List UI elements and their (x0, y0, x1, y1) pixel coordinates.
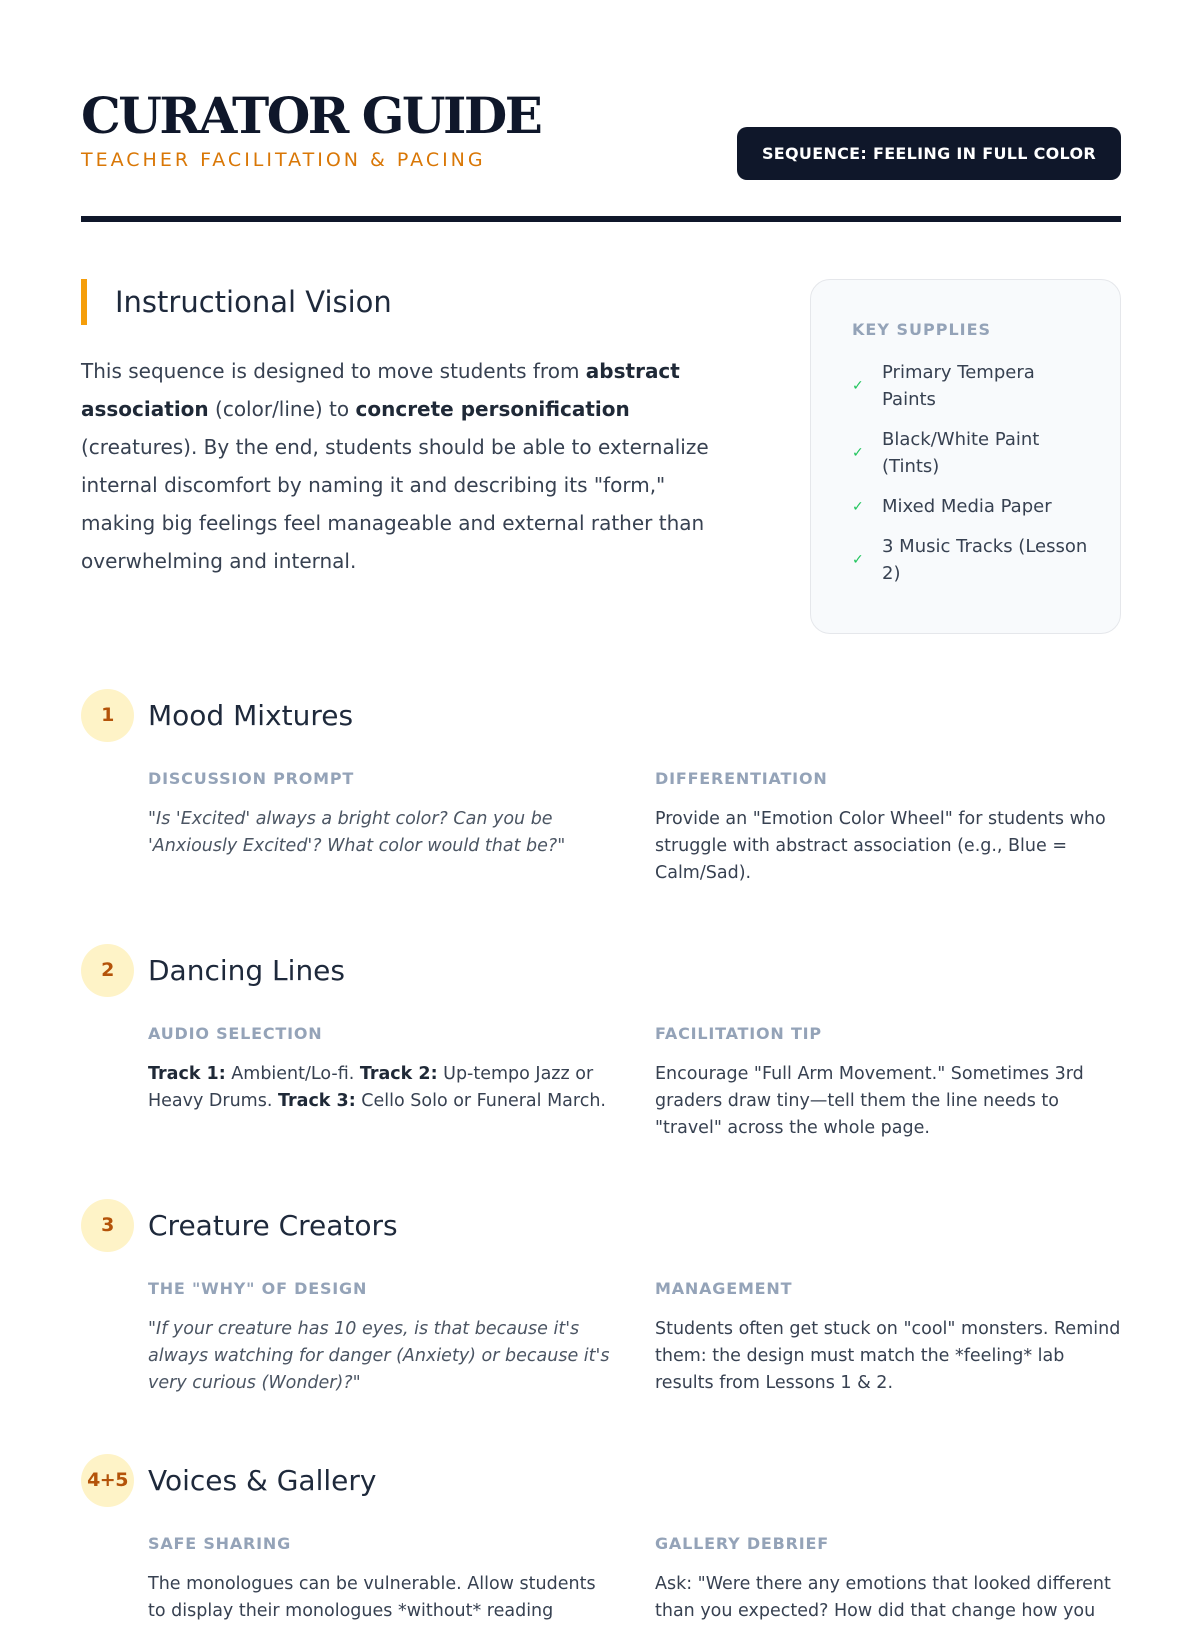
lesson-title: Dancing Lines (148, 953, 345, 987)
lesson-columns (148, 768, 1121, 887)
column-label: AUDIO SELECTION (148, 1024, 323, 1043)
lesson-number-badge: 2 (81, 944, 134, 997)
lesson-right-column (655, 768, 1121, 887)
discussion-prompt: "Is 'Excited' always a bright color? Can you be 'Anxiously Excited'? What color would that be?" (148, 809, 566, 856)
column-label: GALLERY DEBRIEF (655, 1534, 829, 1553)
differentiation-text: Provide an "Emotion Color Wheel" for students who struggle with abstract association (e.g., Blue = Calm/Sad). (655, 809, 1106, 883)
track-value: Ambient/Lo-fi. (225, 1064, 360, 1084)
track-label: Track 1: (148, 1064, 226, 1084)
lesson-right-column (655, 1278, 1121, 1397)
safe-sharing-text: The monologues can be vulnerable. Allow students to display their monologues *without* reading (148, 1574, 596, 1621)
design-why-prompt: "If your creature has 10 eyes, is that because it's always watching for danger (Anxiety) or because it's very curious (Wonder)?" (148, 1319, 610, 1393)
lesson-columns (148, 1278, 1121, 1397)
track-label: Track 3: (277, 1091, 356, 1111)
lesson-title: Creature Creators (148, 1208, 398, 1242)
check-icon: ✓ (852, 445, 864, 461)
column-label: DISCUSSION PROMPT (148, 769, 355, 788)
supply-item (852, 533, 1090, 587)
gallery-debrief-text: Ask: "Were there any emotions that looked different than you expected? How did that change how you (655, 1574, 1111, 1621)
lesson-title: Mood Mixtures (148, 698, 354, 732)
lesson-3 (81, 1198, 1121, 1397)
lesson-left-column (148, 1533, 655, 1625)
lesson-4-5 (81, 1453, 1121, 1625)
supply-label: 3 Music Tracks (Lesson 2) (882, 536, 1088, 584)
check-icon: ✓ (852, 552, 864, 568)
lesson-number-badge: 4+5 (81, 1454, 134, 1507)
track-label: Track 2: (359, 1064, 438, 1084)
column-label: DIFFERENTIATION (655, 769, 828, 788)
lesson-columns (148, 1533, 1121, 1625)
page-title: CURATOR GUIDE (81, 86, 541, 145)
track-value: Up-tempo Jazz or Heavy Drums. (148, 1064, 594, 1111)
lesson-header (81, 1198, 1121, 1252)
lesson-header (81, 1453, 1121, 1507)
sequence-badge: SEQUENCE: FEELING IN FULL COLOR (737, 127, 1121, 180)
supply-item (852, 493, 1090, 520)
management-text: Students often get stuck on "cool" monsters. Remind them: the design must match the *feeling* lab results from Lessons 1 & 2. (655, 1319, 1121, 1393)
vision-text-part: (color/line) to (208, 397, 356, 421)
key-supplies-card (810, 279, 1121, 634)
lesson-title: Voices & Gallery (148, 1463, 377, 1497)
column-label: SAFE SHARING (148, 1534, 292, 1553)
lesson-number-badge: 1 (81, 689, 134, 742)
supply-item (852, 426, 1090, 480)
supply-item (852, 359, 1090, 413)
lesson-number-badge: 3 (81, 1199, 134, 1252)
vision-section (81, 222, 1121, 652)
lesson-1 (81, 688, 1121, 887)
guide-header (81, 86, 1121, 222)
page-subtitle: TEACHER FACILITATION & PACING (81, 149, 486, 171)
vision-content (81, 279, 741, 580)
column-label: FACILITATION TIP (655, 1024, 822, 1043)
lesson-columns (148, 1023, 1121, 1142)
check-icon: ✓ (852, 498, 864, 515)
lesson-2 (81, 943, 1121, 1142)
vision-text-bold: abstract association (81, 359, 680, 421)
title-block (81, 86, 540, 172)
lesson-header (81, 943, 1121, 997)
audio-selection-text (148, 1061, 618, 1115)
lesson-left-column (148, 768, 655, 887)
supply-label: Primary Tempera Paints (882, 362, 1035, 410)
vision-text (81, 352, 741, 580)
supply-label: Black/White Paint (Tints) (882, 429, 1040, 477)
vision-text-part: (creatures). By the end, students should be able to externalize internal discomfort by naming it and describing its "form," making big feelings feel manageable and external rather than overwhelming and internal. (81, 435, 709, 573)
check-icon: ✓ (852, 378, 864, 394)
lesson-left-column (148, 1023, 655, 1142)
facilitation-tip-text: Encourage "Full Arm Movement." Sometimes 3rd graders draw tiny—tell them the line needs to "travel" across the whole page. (655, 1064, 1084, 1138)
lesson-left-column (148, 1278, 655, 1397)
vision-text-bold: concrete personification (355, 397, 630, 421)
supplies-title: KEY SUPPLIES (852, 320, 992, 339)
lesson-header (81, 688, 1121, 742)
column-label: THE "WHY" OF DESIGN (148, 1279, 368, 1298)
curator-guide-page (81, 86, 1121, 1625)
column-label: MANAGEMENT (655, 1279, 793, 1298)
lesson-right-column (655, 1533, 1121, 1625)
vision-text-part: This sequence is designed to move students from (81, 359, 586, 383)
vision-heading: Instructional Vision (81, 279, 741, 325)
lesson-right-column (655, 1023, 1121, 1142)
supply-label: Mixed Media Paper (882, 496, 1052, 517)
track-value: Cello Solo or Funeral March. (355, 1091, 606, 1111)
